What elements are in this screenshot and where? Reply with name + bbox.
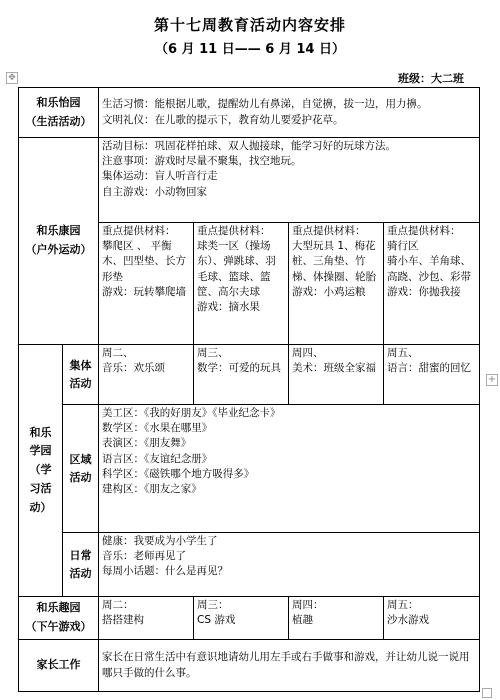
daily-label: 活动 xyxy=(69,566,92,580)
area-label-cell xyxy=(63,405,99,533)
day-label: 周五、 xyxy=(387,347,419,359)
area-line: 表演区：《朋友舞》 xyxy=(102,437,192,450)
parents-row xyxy=(19,640,480,692)
learning-label: 学园 xyxy=(29,444,52,458)
group-day-cell xyxy=(99,345,194,405)
daily-line: 每周小话题：什么是再见？ xyxy=(102,565,228,578)
schedule-table xyxy=(18,87,480,692)
fun-row xyxy=(19,597,480,640)
materials-list: 球类一区（操场东）、弹跳球、羽毛球、篮球、篮筐、高尔夫球 xyxy=(197,240,276,298)
day-label: 周二、 xyxy=(102,347,134,359)
daily-label: 日常 xyxy=(69,548,92,562)
table-resize-handle-icon[interactable] xyxy=(482,688,492,698)
life-line: 文明礼仪：在儿歌的提示下，教育幼儿要爱护花草。 xyxy=(102,113,344,126)
life-line: 生活习惯：能根据儿歌，提醒幼儿有鼻涕，自觉擤，拔一边，用力擤。 xyxy=(102,98,428,111)
materials-cell-3 xyxy=(289,223,384,345)
fun-day-cell xyxy=(99,597,194,640)
learning-group-row xyxy=(19,345,480,405)
outdoor-line: 自主游戏：小动物回家 xyxy=(102,185,207,198)
life-row xyxy=(19,88,480,138)
area-content xyxy=(99,405,480,533)
materials-heading: 重点提供材料： xyxy=(197,225,271,237)
day-label: 周五： xyxy=(387,599,419,611)
life-sublabel: （生活活动） xyxy=(25,114,92,128)
materials-heading: 重点提供材料： xyxy=(102,225,176,237)
learning-sublabel: 动） xyxy=(29,500,52,514)
area-line: 美工区：《我的好朋友》《毕业纪念卡》 xyxy=(102,407,281,419)
activity-text: 数学：可爱的玩具 xyxy=(197,362,281,375)
activity-text: 沙水游戏 xyxy=(387,614,429,627)
learning-daily-row xyxy=(19,533,480,597)
materials-heading: 重点提供材料： xyxy=(387,225,461,237)
materials-list: 骑小车、羊角球、高跷、沙包、彩带 xyxy=(387,255,471,283)
daily-line: 健康：我要成为小学生了 xyxy=(102,535,218,547)
activity-text: 搭搭建构 xyxy=(102,614,144,627)
group-label-cell xyxy=(63,345,99,405)
day-label: 周三、 xyxy=(197,347,229,359)
materials-area: 骑行区 xyxy=(387,240,419,253)
daily-line: 音乐：老师再见了 xyxy=(102,550,186,563)
learning-label-cell xyxy=(19,345,63,597)
fun-label: 和乐趣园 xyxy=(36,601,81,615)
group-day-cell xyxy=(194,345,289,405)
fun-day-cell xyxy=(194,597,289,640)
daily-content xyxy=(99,533,480,597)
outdoor-label-cell xyxy=(19,138,99,345)
activity-text: 植趣 xyxy=(292,614,313,627)
learning-area-row xyxy=(19,405,480,533)
fun-label-cell xyxy=(19,597,99,640)
day-label: 周三： xyxy=(197,599,229,611)
materials-game: 游戏：小鸡运粮 xyxy=(292,285,366,298)
area-line: 建构区：《朋友之家》 xyxy=(102,483,202,496)
outdoor-line: 活动目标：巩固花样拍球、双人抛接球，能学习好的玩球方法。 xyxy=(102,140,396,152)
fun-sublabel: （下午游戏） xyxy=(25,620,92,633)
outdoor-line: 集体运动：盲人听音行走 xyxy=(102,170,218,183)
parents-label-cell xyxy=(19,640,99,692)
area-label: 活动 xyxy=(69,470,92,484)
group-label: 活动 xyxy=(69,376,92,390)
outdoor-line: 注意事项：游戏时尽量不聚集，找空地玩。 xyxy=(102,155,302,168)
area-line: 语言区：《友谊纪念册》 xyxy=(102,452,213,465)
group-label: 集体 xyxy=(69,358,92,372)
group-day-cell xyxy=(289,345,384,405)
materials-cell-2 xyxy=(194,223,289,345)
materials-game: 游戏：你抛我接 xyxy=(387,285,461,298)
date-range: （6 月 11 日—— 6 月 14 日） xyxy=(155,42,345,57)
fun-day-cell xyxy=(384,597,480,640)
materials-game: 游戏：摘水果 xyxy=(197,301,260,314)
parents-content: 家长在日常生活中有意识地请幼儿用左手或右手做事和游戏，并让幼儿说一说用哪只手做的什么事。 xyxy=(99,640,480,692)
materials-cell-4 xyxy=(384,223,480,345)
learning-label: 和乐 xyxy=(29,425,52,439)
group-day-cell xyxy=(384,345,480,405)
materials-game: 游戏：玩转攀爬墙 xyxy=(102,285,186,298)
outdoor-label: 和乐康园 xyxy=(36,224,81,238)
materials-cell-1 xyxy=(99,223,194,345)
activity-text: CS 游戏 xyxy=(197,614,236,627)
day-label: 周二： xyxy=(102,599,134,611)
class-label: 班级：大二班 xyxy=(398,72,464,85)
outdoor-sublabel: （户外运动） xyxy=(25,243,92,256)
life-label: 和乐怡园 xyxy=(36,95,81,109)
materials-heading: 重点提供材料： xyxy=(292,225,366,237)
materials-list: 攀爬区 、 平衡木、凹型垫、长方形垫 xyxy=(102,240,186,283)
area-line: 数学区：《水果在哪里》 xyxy=(102,422,213,435)
fun-day-cell xyxy=(289,597,384,640)
activity-text: 美术：班级全家福 xyxy=(292,362,376,375)
table-move-handle-icon[interactable]: ✥ xyxy=(6,72,18,84)
activity-text: 语言：甜蜜的回忆 xyxy=(387,362,471,375)
activity-text: 音乐：欢乐颂 xyxy=(102,362,165,375)
learning-sublabel: 习活 xyxy=(29,481,52,495)
area-line: 科学区：《磁铁哪个地方吸得多》 xyxy=(102,467,255,480)
area-label: 区域 xyxy=(69,452,92,466)
day-label: 周四、 xyxy=(292,347,324,359)
day-label: 周四： xyxy=(292,599,324,611)
parents-label: 家长工作 xyxy=(36,658,81,672)
add-column-icon[interactable]: + xyxy=(487,374,497,385)
daily-label-cell xyxy=(63,533,99,597)
page-title: 第十七周教育活动内容安排 xyxy=(153,16,346,34)
outdoor-content xyxy=(99,138,480,223)
outdoor-row xyxy=(19,138,480,223)
life-label-cell xyxy=(19,88,99,138)
materials-list: 大型玩具 1、梅花桩、三角垫、竹梯、体操圈、轮胎 xyxy=(292,240,376,283)
learning-sublabel: （学 xyxy=(29,463,52,477)
life-content xyxy=(99,88,480,138)
